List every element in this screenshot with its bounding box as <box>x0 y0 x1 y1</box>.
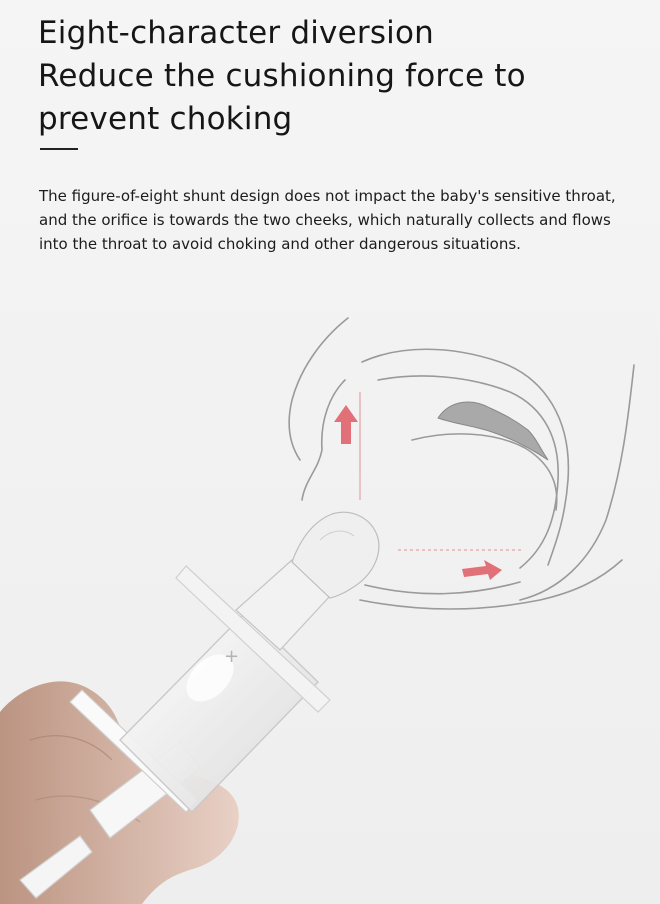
description-line-2: and the orifice is towards the two cheeks, which naturally collects and flows <box>39 211 611 229</box>
right-arrow-icon <box>462 560 502 580</box>
svg-text:+: + <box>224 646 240 667</box>
description-line-1: The figure-of-eight shunt design does not impact the baby's sensitive throat, <box>39 187 616 205</box>
headline-line-3: prevent choking <box>38 101 293 137</box>
feature-description <box>39 184 639 256</box>
headline-divider <box>40 148 78 150</box>
headline <box>38 12 638 141</box>
description-line-3: into the throat to avoid choking and other dangerous situations. <box>39 235 521 253</box>
headline-line-1: Eight-character diversion <box>38 15 434 51</box>
up-arrow-icon <box>334 405 358 444</box>
headline-line-2: Reduce the cushioning force to <box>38 58 526 94</box>
tongue-icon <box>438 402 548 460</box>
feeder-in-mouth-illustration <box>0 300 660 904</box>
